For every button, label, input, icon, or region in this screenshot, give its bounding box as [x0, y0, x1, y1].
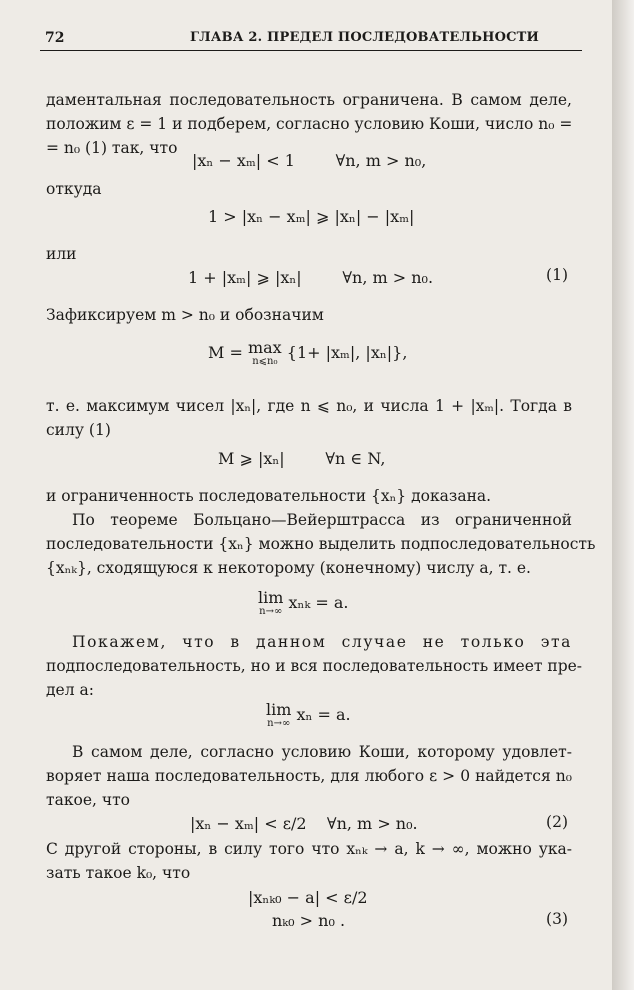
formula: nₖ₀ > n₀ . — [272, 911, 346, 930]
page-number: 72 — [45, 30, 65, 46]
max-operator — [248, 340, 282, 367]
operator-word: max — [247, 338, 282, 357]
running-header — [40, 30, 582, 52]
formula-limit — [258, 590, 348, 617]
formula-limit — [266, 702, 351, 729]
operator-subscript: n→∞ — [259, 606, 283, 617]
equation-number: (1) — [546, 266, 568, 284]
page-gutter — [612, 0, 634, 990]
text-line: Покажем, что в данном случае не только эта — [72, 633, 572, 651]
operator-subscript: n→∞ — [267, 718, 291, 729]
formula: |xₙₖ₀ − a| < ε/2 — [248, 888, 368, 907]
formula-part: xₙₖ = a. — [283, 593, 349, 612]
text-line: силу (1) — [46, 421, 111, 439]
formula-max — [208, 340, 407, 367]
text-line: Зафиксируем m > n₀ и обозначим — [46, 306, 324, 324]
text-line: = n₀ (1) так, что — [46, 139, 178, 157]
formula: |xₙ − xₘ| < 1 ∀n, m > n₀, — [192, 151, 427, 170]
equation-number: (3) — [546, 910, 568, 928]
formula-part: xₙ = a. — [291, 705, 351, 724]
operator-subscript: n⩽n₀ — [252, 356, 278, 367]
text-line: зать такое k₀, что — [46, 864, 191, 882]
operator-word: lim — [266, 700, 292, 719]
formula: 1 > |xₙ − xₘ| ⩾ |xₙ| − |xₘ| — [208, 207, 415, 226]
formula: |xₙ − xₘ| < ε/2 ∀n, m > n₀. — [190, 814, 418, 833]
text-line: {xₙₖ}, сходящуюся к некоторому (конечному) числу a, т. е. — [46, 559, 531, 577]
text-line: подпоследовательность, но и вся последовательность имеет пре- — [46, 657, 583, 675]
text-line: откуда — [46, 180, 102, 198]
text-line: такое, что — [46, 791, 131, 809]
equation-number: (2) — [546, 813, 568, 831]
text-line: В самом деле, согласно условию Коши, которому удовлет- — [72, 743, 572, 761]
text-line: По теореме Больцано—Вейерштрасса из ограниченной — [72, 511, 572, 529]
text-line: даментальная последовательность ограничена. В самом деле, — [46, 91, 572, 109]
text-line: С другой стороны, в силу того что xₙₖ → a, k → ∞, можно ука- — [46, 840, 572, 858]
operator-word: lim — [258, 588, 284, 607]
lim-operator — [266, 702, 291, 729]
text-line: т. е. максимум чисел |xₙ|, где n ⩽ n₀, и числа 1 + |xₘ|. Тогда в — [46, 397, 572, 415]
formula-part: M = — [208, 343, 248, 362]
text-line: и ограниченность последовательности {xₙ} доказана. — [46, 487, 492, 505]
chapter-title: ГЛАВА 2. ПРЕДЕЛ ПОСЛЕДОВАТЕЛЬНОСТИ — [190, 30, 540, 45]
text-line: воряет наша последовательность, для любого ε > 0 найдется n₀ — [46, 767, 572, 785]
header-rule — [40, 50, 582, 51]
formula-part: {1+ |xₘ|, |xₙ|}, — [281, 343, 408, 362]
formula: 1 + |xₘ| ⩾ |xₙ| ∀n, m > n₀. — [188, 268, 434, 287]
lim-operator — [258, 590, 283, 617]
formula: M ⩾ |xₙ| ∀n ∈ N, — [218, 449, 386, 468]
text-line: или — [46, 245, 77, 263]
text-line: дел a: — [46, 681, 94, 699]
text-line: последовательности {xₙ} можно выделить подпоследовательность — [46, 535, 596, 553]
text-line: положим ε = 1 и подберем, согласно условию Коши, число n₀ = — [46, 115, 573, 133]
